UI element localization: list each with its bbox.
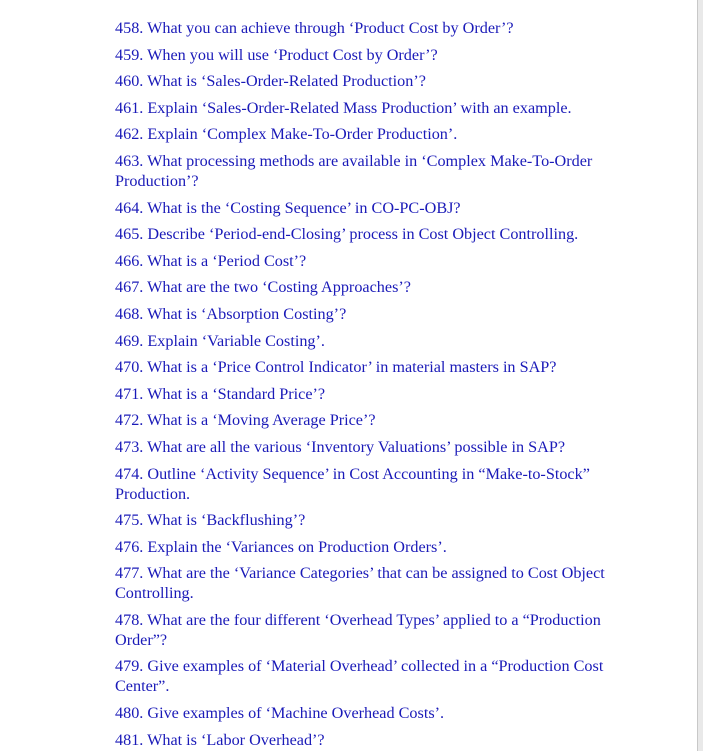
question-item-458: 458. What you can achieve through ‘Product Cost by Order’? — [115, 19, 514, 37]
question-item-468: 468. What is ‘Absorption Costing’? — [115, 304, 347, 323]
question-item-462: 462. Explain ‘Complex Make-To-Order Production’. — [115, 125, 458, 144]
question-item-480: 480. Give examples of ‘Machine Overhead Costs’. — [115, 704, 445, 723]
question-item-470: 470. What is a ‘Price Control Indicator’ in material masters in SAP? — [115, 358, 557, 377]
question-item-475: 475. What is ‘Backflushing’? — [115, 511, 306, 530]
question-item-481: 481. What is ‘Labor Overhead’? — [115, 730, 325, 749]
question-item-472: 472. What is a ‘Moving Average Price’? — [115, 411, 376, 430]
question-item-473: 473. What are all the various ‘Inventory Valuations’ possible in SAP? — [115, 437, 566, 456]
question-item-465: 465. Describe ‘Period-end-Closing’ process in Cost Object Controlling. — [115, 225, 579, 244]
scrollbar-track[interactable] — [697, 0, 703, 751]
question-list — [115, 18, 615, 751]
question-item-476: 476. Explain the ‘Variances on Production Orders’. — [115, 537, 447, 556]
question-item-460: 460. What is ‘Sales-Order-Related Production’? — [115, 72, 426, 91]
question-item-467: 467. What are the two ‘Costing Approaches’? — [115, 278, 411, 297]
question-item-459: 459. When you will use ‘Product Cost by Order’? — [115, 45, 438, 64]
question-item-471: 471. What is a ‘Standard Price’? — [115, 384, 326, 403]
question-item-463: 463. What processing methods are available in ‘Complex Make-To-Order Production’? — [115, 151, 593, 190]
question-item-479: 479. Give examples of ‘Material Overhead’ collected in a “Production Cost Center”. — [115, 657, 604, 696]
question-item-477: 477. What are the ‘Variance Categories’ that can be assigned to Cost Object Controlling. — [115, 564, 605, 603]
question-item-464: 464. What is the ‘Costing Sequence’ in CO-PC-OBJ? — [115, 198, 461, 217]
question-item-461: 461. Explain ‘Sales-Order-Related Mass Production’ with an example. — [115, 98, 572, 117]
question-item-466: 466. What is a ‘Period Cost’? — [115, 251, 307, 270]
question-item-469: 469. Explain ‘Variable Costing’. — [115, 331, 325, 350]
question-item-474: 474. Outline ‘Activity Sequence’ in Cost Accounting in “Make-to-Stock” Production. — [115, 464, 590, 503]
question-item-478: 478. What are the four different ‘Overhead Types’ applied to a “Production Order”? — [115, 610, 601, 649]
